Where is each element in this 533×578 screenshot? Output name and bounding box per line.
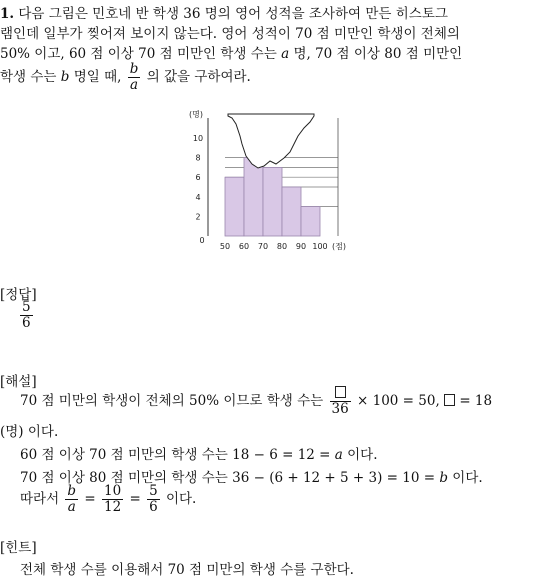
y-tick-label: 6 bbox=[195, 173, 201, 183]
solution-line-3: 60 점 이상 70 점 미만의 학생 수는 18 − 6 = 12 = a 이다. bbox=[20, 447, 378, 463]
problem-number: 1. bbox=[0, 6, 15, 22]
solution-line-4: 70 점 이상 80 점 미만의 학생 수는 36 − (6 + 12 + 5 + 3) = 10 = b 이다. bbox=[20, 470, 483, 486]
x-unit-label: (점) bbox=[332, 242, 346, 251]
y-tick-label: 4 bbox=[195, 192, 201, 202]
problem-line-2: 램인데 일부가 찢어져 보이지 않는다. 영어 성적이 70 점 미만인 학생이 전체의 bbox=[0, 26, 460, 42]
origin-label: 0 bbox=[199, 236, 205, 245]
histogram-chart bbox=[180, 106, 350, 256]
fraction-box-over-36: 36 bbox=[330, 386, 351, 417]
solution-heading: [해설] bbox=[0, 374, 37, 390]
problem-line-3: 50% 이고, 60 점 이상 70 점 미만인 학생 수는 a 명, 70 점 이상 80 점 미만인 bbox=[0, 46, 463, 62]
fraction-b-over-a: $\frac{b}{a}$ bbox=[129, 61, 139, 93]
problem-line-1: 1. 다음 그림은 민호네 반 학생 36 명의 영어 성적을 조사하여 만든 히스토그 bbox=[0, 6, 448, 22]
y-tick-label: 8 bbox=[195, 153, 201, 163]
histogram-bar bbox=[263, 167, 282, 236]
histogram-bar bbox=[244, 158, 263, 236]
answer-value bbox=[18, 300, 35, 331]
hint-text: 전체 학생 수를 이용해서 70 점 미만의 학생 수를 구한다. bbox=[20, 562, 354, 578]
solution-line-5: 따라서 $\frac{b}{a}$ = $\frac{10}{12}$ = $\frac{5}{6}$ 이다. bbox=[20, 483, 197, 515]
x-tick-label: 50 bbox=[219, 242, 231, 251]
histogram-bar bbox=[225, 177, 244, 236]
answer-fraction: $\frac{5}{6}$ bbox=[22, 299, 31, 331]
fraction-b-over-a-2: $\frac{b}{a}$ bbox=[67, 483, 77, 515]
fraction-5-over-6: $\frac{5}{6}$ bbox=[149, 483, 158, 515]
blank-box-icon bbox=[335, 386, 346, 398]
answer-heading: [정답] bbox=[0, 287, 37, 303]
x-tick-label: 60 bbox=[238, 242, 250, 251]
hint-heading: [힌트] bbox=[0, 540, 37, 556]
x-tick-label: 100 bbox=[312, 242, 328, 251]
torn-edge bbox=[228, 114, 314, 168]
histogram-bars bbox=[225, 158, 320, 236]
x-tick-label: 90 bbox=[295, 242, 307, 251]
var-b: b bbox=[60, 69, 70, 85]
var-a: a bbox=[281, 46, 290, 62]
solution-line-2: (명) 이다. bbox=[0, 424, 59, 440]
fraction-10-over-12: $\frac{10}{12}$ bbox=[103, 483, 122, 515]
x-tick-label: 80 bbox=[276, 242, 288, 251]
y-tick-label: 2 bbox=[195, 212, 201, 222]
histogram-bar bbox=[301, 207, 320, 236]
blank-box-icon bbox=[444, 394, 455, 406]
y-unit-label: (명) bbox=[189, 110, 203, 119]
x-tick-label: 70 bbox=[257, 242, 269, 251]
y-tick-label: 10 bbox=[192, 134, 204, 143]
problem-line-4: 학생 수는 b 명일 때, $\frac{b}{a}$ 의 값을 구하여라. bbox=[0, 61, 251, 93]
histogram-bar bbox=[282, 187, 301, 236]
solution-line-1: 70 점 미만의 학생이 전체의 50% 이므로 학생 수는 36 × 100 = 50, = 18 bbox=[20, 386, 492, 417]
